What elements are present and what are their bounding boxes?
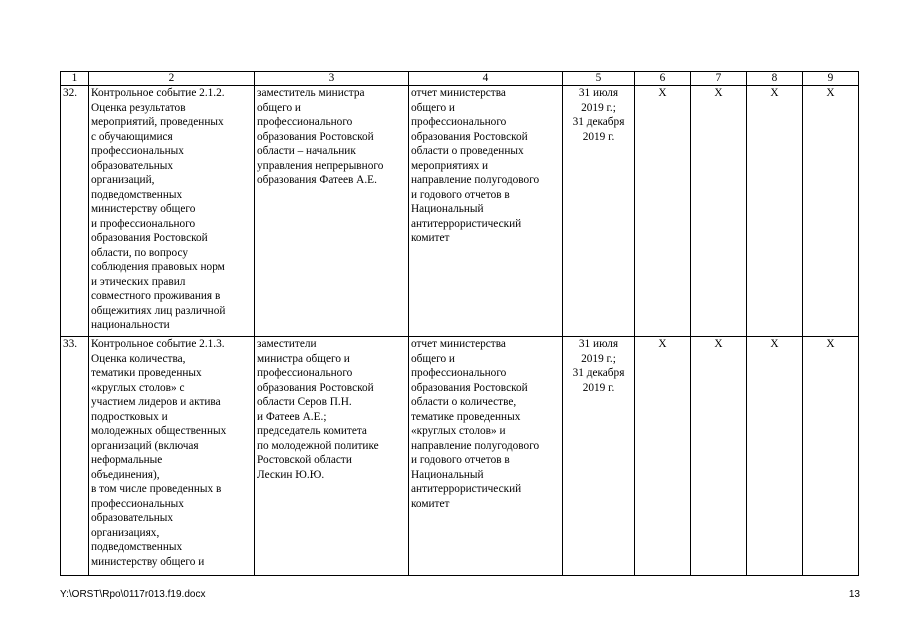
- text-line: «круглых столов» и: [411, 425, 506, 437]
- footer-file-path: Y:\ORST\Rpo\0117r013.f19.docx: [60, 589, 206, 600]
- text-line: и годового отчетов в: [411, 188, 510, 201]
- text-line: образовательных: [91, 512, 174, 524]
- column-header: 6: [635, 72, 691, 86]
- result-cell: [409, 86, 563, 337]
- text-line: образования Ростовской: [411, 130, 528, 143]
- responsible-cell: [255, 337, 409, 576]
- text-line: 2019 г.: [582, 381, 615, 394]
- row-number: 33.: [61, 337, 89, 576]
- responsible-cell: [255, 86, 409, 337]
- text-line: подведомственных: [91, 188, 183, 201]
- text-line: Национальный: [411, 468, 484, 481]
- text-line: Оценка количества,: [91, 352, 186, 365]
- text-line: профессионального: [257, 116, 353, 128]
- text-line: подведомственных: [91, 541, 183, 553]
- text-line: направление полугодового: [411, 174, 540, 186]
- text-line: управления непрерывного: [257, 159, 384, 172]
- text-line: Контрольное событие 2.1.3.: [91, 338, 225, 350]
- text-line: области, по вопросу: [91, 246, 188, 259]
- event-cell: [89, 337, 255, 576]
- text-line: области Серов П.Н.: [257, 396, 352, 408]
- event-cell: [89, 86, 255, 337]
- text-line: министерству общего и: [91, 555, 205, 568]
- text-line: образования Фатеев А.Е.: [257, 174, 377, 186]
- text-line: неформальные: [91, 454, 163, 466]
- text-line: комитет: [411, 232, 450, 244]
- text-line: национальности: [91, 319, 170, 331]
- mark-cell: Х: [691, 86, 747, 337]
- text-line: 2019 г.;: [581, 352, 616, 365]
- text-line: профессионального: [411, 116, 507, 128]
- text-line: профессионального: [257, 367, 353, 379]
- mark-cell: Х: [635, 86, 691, 337]
- text-line: в том числе проведенных в: [91, 483, 222, 495]
- text-line: тематике проведенных: [411, 410, 521, 423]
- text-line: области о количестве,: [411, 396, 517, 408]
- text-line: области о проведенных: [411, 145, 524, 157]
- text-line: профессиональных: [91, 145, 184, 157]
- text-line: с обучающимися: [91, 130, 173, 143]
- text-line: совместного проживания в: [91, 290, 221, 302]
- text-line: по молодежной политике: [257, 439, 379, 452]
- text-line: профессиональных: [91, 497, 184, 510]
- text-line: Контрольное событие 2.1.2.: [91, 87, 225, 99]
- text-line: образования Ростовской: [411, 381, 528, 394]
- plan-table: [60, 71, 859, 576]
- column-header: 1: [61, 72, 89, 86]
- column-header: 3: [255, 72, 409, 86]
- text-line: общего и: [257, 101, 301, 114]
- column-header: 4: [409, 72, 563, 86]
- text-line: министерству общего: [91, 203, 196, 215]
- text-line: образования Ростовской: [257, 130, 374, 143]
- text-line: комитет: [411, 497, 450, 510]
- text-line: антитеррористический: [411, 483, 522, 495]
- text-line: Ростовской области: [257, 454, 352, 466]
- text-line: 31 июля: [578, 87, 619, 99]
- text-line: соблюдения правовых норм: [91, 261, 225, 273]
- column-header: 2: [89, 72, 255, 86]
- text-line: общего и: [411, 352, 455, 365]
- text-line: образования Ростовской: [257, 381, 374, 394]
- text-line: мероприятий, проведенных: [91, 116, 224, 128]
- table-header-row: [61, 72, 859, 86]
- text-line: министра общего и: [257, 352, 350, 365]
- text-line: заместители: [257, 338, 317, 350]
- text-line: 31 июля: [578, 338, 619, 350]
- text-line: организаций,: [91, 174, 155, 186]
- text-line: 2019 г.: [582, 130, 615, 143]
- text-line: организаций (включая: [91, 439, 199, 452]
- mark-cell: Х: [635, 337, 691, 576]
- text-line: и профессионального: [91, 217, 196, 230]
- table-row: [61, 337, 859, 576]
- date-cell: [563, 86, 635, 337]
- text-line: подростковых и: [91, 410, 168, 423]
- text-line: 31 декабря: [572, 367, 625, 379]
- mark-cell: Х: [747, 337, 803, 576]
- text-line: отчет министерства: [411, 338, 506, 350]
- text-line: «круглых столов» с: [91, 381, 185, 394]
- text-line: общежитиях лиц различной: [91, 304, 226, 317]
- mark-cell: Х: [803, 337, 859, 576]
- text-line: антитеррористический: [411, 217, 522, 230]
- row-number: 32.: [61, 86, 89, 337]
- text-line: области – начальник: [257, 145, 356, 157]
- table-row: [61, 86, 859, 337]
- text-line: мероприятиях и: [411, 159, 489, 172]
- text-line: и этических правил: [91, 275, 186, 288]
- text-line: Национальный: [411, 203, 484, 215]
- mark-cell: Х: [747, 86, 803, 337]
- page-number: 13: [848, 589, 860, 600]
- date-cell: [563, 337, 635, 576]
- text-line: тематики проведенных: [91, 367, 202, 379]
- text-line: заместитель министра: [257, 87, 365, 99]
- text-line: общего и: [411, 101, 455, 114]
- text-line: образовательных: [91, 159, 174, 172]
- text-line: профессионального: [411, 367, 507, 379]
- text-line: организациях,: [91, 526, 160, 539]
- column-header: 9: [803, 72, 859, 86]
- column-header: 5: [563, 72, 635, 86]
- text-line: образования Ростовской: [91, 232, 208, 244]
- column-header: 8: [747, 72, 803, 86]
- text-line: Лескин Ю.Ю.: [257, 468, 325, 481]
- text-line: 2019 г.;: [581, 101, 616, 114]
- mark-cell: Х: [691, 337, 747, 576]
- text-line: председатель комитета: [257, 425, 367, 437]
- column-header: 7: [691, 72, 747, 86]
- text-line: участием лидеров и актива: [91, 396, 221, 408]
- text-line: и Фатеев А.Е.;: [257, 410, 327, 423]
- text-line: отчет министерства: [411, 87, 506, 99]
- text-line: объединения),: [91, 468, 160, 481]
- text-line: Оценка результатов: [91, 101, 186, 114]
- text-line: 31 декабря: [572, 116, 625, 128]
- text-line: направление полугодового: [411, 439, 540, 452]
- text-line: молодежных общественных: [91, 425, 227, 437]
- mark-cell: Х: [803, 86, 859, 337]
- text-line: и годового отчетов в: [411, 454, 510, 466]
- result-cell: [409, 337, 563, 576]
